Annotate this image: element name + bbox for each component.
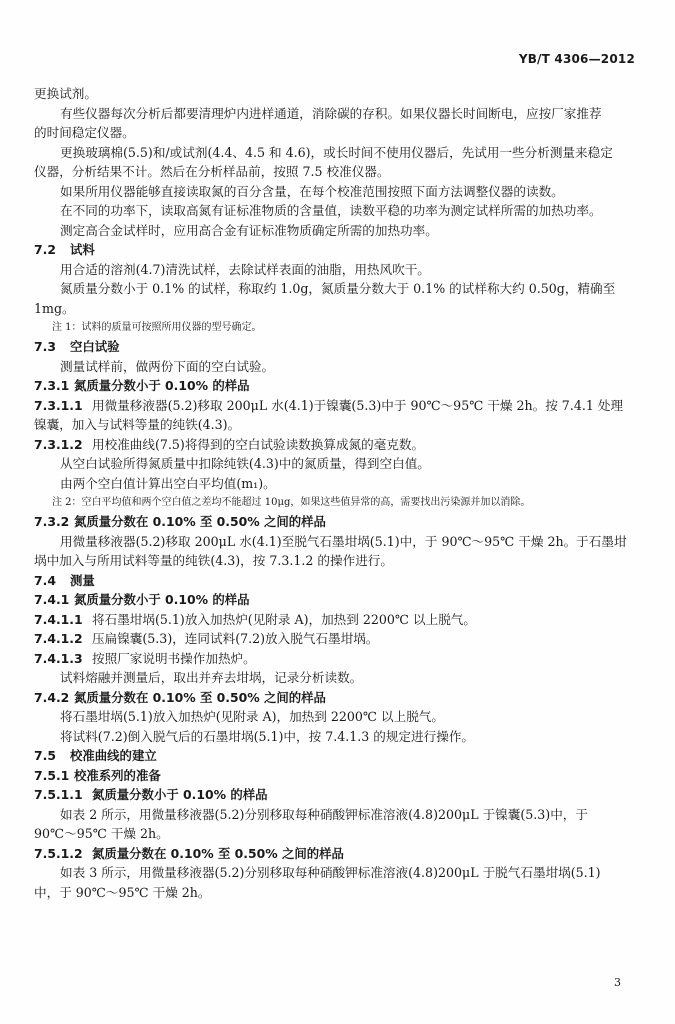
text-line: 从空白试验所得氮质量中扣除纯铁(4.3)中的氮质量，得到空白值。 bbox=[60, 456, 430, 471]
section-number: 7.5.1.2 bbox=[34, 845, 83, 861]
section-heading bbox=[34, 746, 634, 766]
section-heading bbox=[34, 844, 634, 864]
section-number: 7.4.2 bbox=[34, 689, 70, 705]
text-line: 用合适的溶剂(4.7)清洗试样，去除试样表面的油脂，用热风吹干。 bbox=[60, 261, 430, 277]
section-number: 7.5 bbox=[34, 748, 56, 763]
section-title: 校准系列的准备 bbox=[74, 767, 161, 783]
section-number: 7.3.1.2 bbox=[34, 436, 83, 452]
section-heading bbox=[34, 240, 634, 260]
section-title: 氮质量分数在 0.10% 至 0.50% 之间的样品 bbox=[74, 514, 326, 529]
clause-text: 用微量移液器(5.2)移取 200μL 水(4.1)于镍囊(5.3)中于 90℃～95℃ 干燥 2h。按 7.4.1 处理 bbox=[92, 397, 624, 413]
text-line: 埚中加入与所用试料等量的纯铁(4.3)，按 7.3.1.2 的操作进行。 bbox=[34, 553, 393, 568]
clause-text: 压扁镍囊(5.3)，连同试料(7.2)放入脱气石墨坩埚。 bbox=[92, 631, 379, 646]
page-number: 3 bbox=[614, 976, 621, 989]
section-title: 试料 bbox=[70, 242, 95, 257]
text-line: 测定高合金试样时，应用高合金有证标准物质确定所需的加热功率。 bbox=[60, 222, 438, 238]
text-line: 更换试剂。 bbox=[34, 86, 97, 101]
section-title: 氮质量分数在 0.10% 至 0.50% 之间的样品 bbox=[92, 845, 344, 861]
text-line: 将试料(7.2)倒入脱气后的石墨坩埚(5.1)中，按 7.4.1.3 的规定进行操作。 bbox=[60, 728, 475, 744]
section-heading bbox=[34, 629, 634, 649]
section-heading bbox=[34, 766, 634, 786]
section-number: 7.5.1 bbox=[34, 767, 70, 783]
section-heading bbox=[34, 590, 634, 610]
text-line: 的时间稳定仪器。 bbox=[34, 125, 135, 140]
section-title: 测量 bbox=[70, 572, 95, 588]
standard-code: YB/T 4306—2012 bbox=[518, 52, 635, 66]
text-line: 由两个空白值计算出空白平均值(m₁)。 bbox=[60, 475, 276, 491]
section-heading bbox=[34, 376, 634, 396]
section-number: 7.4.1.3 bbox=[34, 650, 83, 666]
section-heading bbox=[34, 571, 634, 591]
section-number: 7.3.2 bbox=[34, 514, 70, 529]
text-line: 如表 2 所示，用微量移液器(5.2)分别移取每种硝酸钾标准溶液(4.8)200μL 于镍囊(5.3)中，于 bbox=[60, 806, 588, 822]
text-line: 如表 3 所示，用微量移液器(5.2)分别移取每种硝酸钾标准溶液(4.8)200μL 于脱气石墨坩埚(5.1) bbox=[60, 865, 601, 880]
text-line: 试料熔融并测量后，取出并弃去坩埚，记录分析读数。 bbox=[60, 670, 363, 685]
clause-text: 用校准曲线(7.5)将得到的空白试验读数换算成氮的毫克数。 bbox=[92, 436, 425, 452]
section-title: 氮质量分数小于 0.10% 的样品 bbox=[74, 378, 250, 393]
document-body bbox=[34, 84, 634, 902]
section-title: 氮质量分数小于 0.10% 的样品 bbox=[74, 592, 250, 607]
text-line: 有些仪器每次分析后都要清理炉内进样通道，消除碳的存积。如果仪器长时间断电，应按厂家推荐 bbox=[60, 105, 602, 121]
text-line: 90℃～95℃ 干燥 2h。 bbox=[34, 826, 169, 841]
section-title: 空白试验 bbox=[70, 339, 120, 354]
section-title: 氮质量分数在 0.10% 至 0.50% 之间的样品 bbox=[74, 689, 326, 705]
text-line: 仪器，分析结果不计。然后在分析样品前，按照 7.5 校准仪器。 bbox=[34, 164, 390, 179]
section-heading bbox=[34, 785, 634, 805]
section-heading bbox=[34, 337, 634, 357]
section-number: 7.4.1 bbox=[34, 592, 70, 607]
section-heading bbox=[34, 610, 634, 630]
note-line: 注 1：试料的质量可按照所用仪器的型号确定。 bbox=[52, 322, 262, 333]
section-number: 7.4 bbox=[34, 572, 56, 588]
text-line: 如果所用仪器能够直接读取氮的百分含量，在每个校准范围按照下面方法调整仪器的读数。 bbox=[60, 183, 564, 199]
text-line: 更换玻璃棉(5.5)和/或试剂(4.4、4.5 和 4.6)，或长时间不使用仪器后，先试用一些分析测量来稳定 bbox=[60, 144, 613, 160]
text-line: 镍囊，加入与试料等量的纯铁(4.3)。 bbox=[34, 417, 241, 432]
text-line: 将石墨坩埚(5.1)放入加热炉(见附录 A)，加热到 2200℃ 以上脱气。 bbox=[60, 709, 444, 724]
clause-text: 将石墨坩埚(5.1)放入加热炉(见附录 A)，加热到 2200℃ 以上脱气。 bbox=[92, 611, 476, 627]
section-number: 7.4.1.2 bbox=[34, 631, 83, 646]
section-number: 7.3.1 bbox=[34, 378, 70, 393]
text-line: 中，于 90℃～95℃ 干燥 2h。 bbox=[34, 884, 211, 900]
note-line: 注 2：空白平均值和两个空白值之差均不能超过 10μg，如果这些值异常的高，需要找出污染源并加以消除。 bbox=[52, 497, 531, 508]
section-heading bbox=[34, 396, 634, 416]
text-line: 氮质量分数小于 0.1% 的试样，称取约 1.0g，氮质量分数大于 0.1% 的试样称大约 0.50g，精确至 bbox=[60, 281, 616, 296]
text-line: 1mg。 bbox=[34, 300, 75, 316]
section-number: 7.4.1.1 bbox=[34, 611, 83, 627]
section-number: 7.2 bbox=[34, 242, 56, 257]
section-heading bbox=[34, 512, 634, 532]
section-heading bbox=[34, 435, 634, 455]
section-heading bbox=[34, 649, 634, 669]
text-line: 用微量移液器(5.2)移取 200μL 水(4.1)至脱气石墨坩埚(5.1)中，于 90℃～95℃ 干燥 2h。于石墨坩 bbox=[60, 533, 627, 549]
text-line: 在不同的功率下，读取高氮有证标准物质的含量值，读数平稳的功率为测定试样所需的加热功率。 bbox=[60, 203, 602, 218]
section-number: 7.3 bbox=[34, 339, 56, 354]
section-number: 7.5.1.1 bbox=[34, 787, 83, 802]
section-number: 7.3.1.1 bbox=[34, 397, 83, 413]
text-line: 测量试样前，做两份下面的空白试验。 bbox=[60, 358, 275, 374]
section-title: 校准曲线的建立 bbox=[70, 748, 157, 763]
section-heading bbox=[34, 688, 634, 708]
section-title: 氮质量分数小于 0.10% 的样品 bbox=[92, 787, 268, 802]
clause-text: 按照厂家说明书操作加热炉。 bbox=[92, 650, 256, 666]
